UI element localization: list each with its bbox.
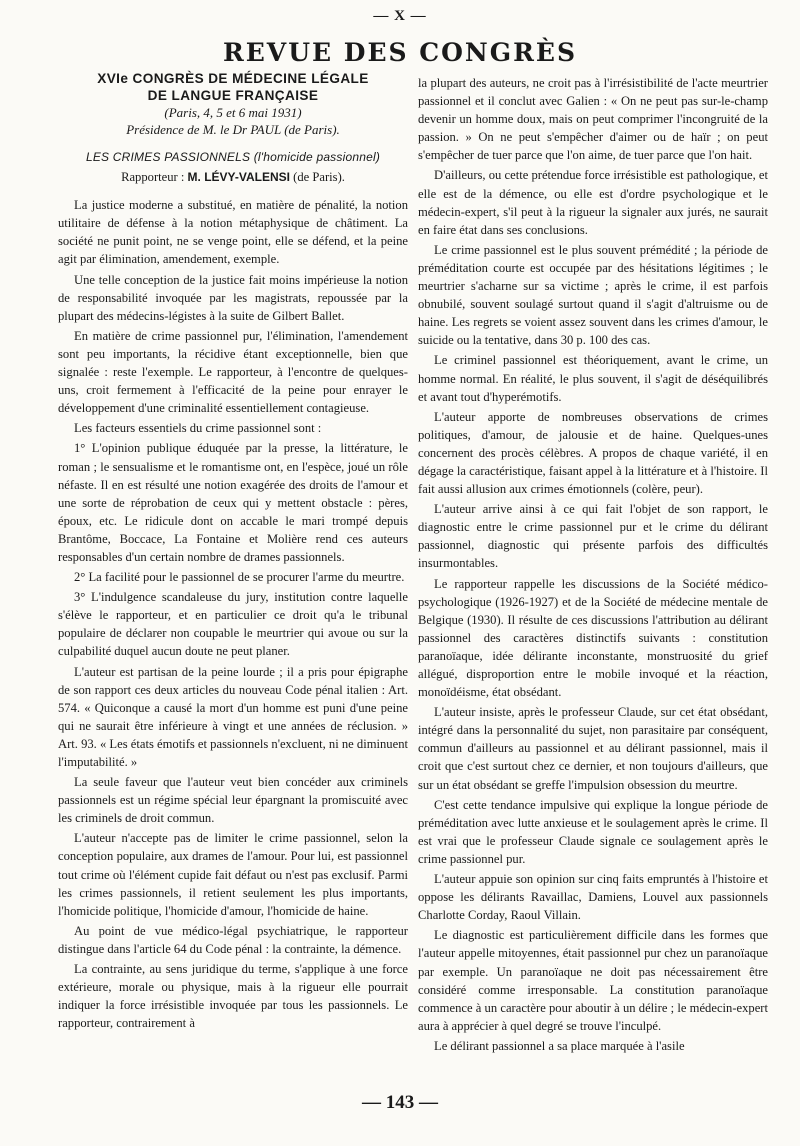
paragraph: L'auteur apporte de nombreuses observations de crimes politiques, d'amour, de jalousie et de haine. Quelques-unes concernent des procès célèbres. A propos de chaque variété, il en dégage la caractéristique, faisant appel à la littérature et à l'histoire. Il fait aussi allusion aux crimes émotionnels (colère, peur).: [418, 409, 768, 497]
congress-title-line-2: DE LANGUE FRANÇAISE: [147, 88, 319, 103]
paragraph: 2° La facilité pour le passionnel de se procurer l'arme du meurtre.: [74, 570, 405, 585]
page-top-marker: — X —: [373, 8, 427, 24]
paragraph: 3° L'indulgence scandaleuse du jury, institution contre laquelle s'élève le rapporteur, et en particulier ce droit qu'a le tribunal populaire de déclarer non coupable le meurtrier qui avoue ou sur la culpabilité duquel aucun doute ne peut planer.: [58, 590, 408, 659]
paragraph: Au point de vue médico-légal psychiatrique, le rapporteur distingue dans l'article 64 du Code pénal : la contrainte, la démence.: [58, 923, 408, 956]
paragraph: Le délirant passionnel a sa place marquée à l'asile: [434, 1038, 685, 1053]
paragraph: Le rapporteur rappelle les discussions de la Société médico-psychologique (1926-1927) et de la Société de médecine mentale de Belgique (1930). Il résulte de ces discussions l'attribution au délirant passionnel des caractères distinctifs suivants : constitution paranoïaque, idée délirante inconstante, monstruosité du grief allégué, disproportion entre le mobile invoqué et la réaction, monoïdéisme, état obsédant.: [418, 576, 768, 700]
left-column: [58, 70, 408, 1034]
right-column: [418, 74, 768, 1057]
paragraph: Le diagnostic est particulièrement difficile dans les formes que l'auteur appelle mitoyennes, était passionnel pur chez un paranoïaque par exemple. Un paranoïaque ne doit pas nécessairement être considéré comme irresponsable. La constitution paranoïaque commence à un caractère pour aboutir à un délire ; le médecin-expert aura à apprécier à quel degré se trouve l'inculpé.: [418, 928, 768, 1033]
section-title: LES CRIMES PASSIONNELS (l'homicide passionnel): [85, 150, 381, 164]
paragraph: D'ailleurs, ou cette prétendue force irrésistible est pathologique, et elle est de la démence, ou elle est d'ordre psychologique et le médecin-expert, s'il peut à la rigueur la signaler aux jurés, ne saurait en faire état dans ses conclusions.: [418, 168, 768, 237]
paragraph: Le criminel passionnel est théoriquement, avant le crime, un homme normal. En réalité, le plus souvent, il s'agit de déséquilibrés et avant tout d'hyperémotifs.: [418, 353, 768, 404]
congress-dates: (Paris, 4, 5 et 6 mai 1931): [164, 105, 302, 120]
paragraph: L'auteur n'accepte pas de limiter le crime passionnel, selon la conception populaire, aux drames de l'amour. Pour lui, est passionnel tout crime où l'élément cupide fait défaut ou n'est pas exclusif. Parmi les crimes passionnels, il retient seulement les plus importants, l'homicide politique, l'homicide d'amour, l'homicide de haine.: [58, 831, 408, 918]
page-number: — 143 —: [362, 1092, 438, 1113]
paragraph: La seule faveur que l'auteur veut bien concéder aux criminels passionnels est un régime spécial leur épargnant la promiscuité avec les criminels de droit commun.: [58, 775, 408, 826]
paragraph: la plupart des auteurs, ne croit pas à l'irrésistibilité de l'acte meurtrier passionnel et il conclut avec Galien : « On ne peut pas sur-le-champ devenir un homme doux, mais on peut comprimer l'incongruité de la passion. » On ne peut s'empêcher d'aimer ou de haïr ; on peut s'empêcher de tuer parce que l'on aime, de tuer parce que l'on hait.: [418, 76, 768, 163]
paragraph: Les facteurs essentiels du crime passionnel sont :: [74, 421, 322, 436]
rapporteur-line: [58, 168, 408, 186]
paragraph: Une telle conception de la justice fait moins impérieuse la notion de responsabilité invoquée par les magistrats, repoussée par la plupart des médecins-légistes à la suite de Gilbert Ballet.: [58, 272, 408, 323]
congress-heading: [58, 70, 408, 138]
paragraph: C'est cette tendance impulsive qui explique la longue période de préméditation avec lutte anxieuse et le soulagement après le crime. Il est vrai que le professeur Claude signale ce soulagement après le crime passionnel pur.: [418, 797, 768, 866]
paragraph: L'auteur est partisan de la peine lourde ; il a pris pour épigraphe de son rapport ces deux articles du nouveau Code pénal italien : Art. 574. « Quiconque a causé la mort d'un homme est puni d'une peine qui ne saurait être inférieure à vingt et une années de réclusion. » Art. 93. « Les états émotifs et passionnels n'excluent, ni ne diminuent l'imputabilité. »: [58, 664, 408, 769]
paragraph: L'auteur arrive ainsi à ce qui fait l'objet de son rapport, le diagnostic entre le crime passionnel pur et le crime du délirant passionnel, diagnostic qui présente parfois des difficultés insurmontables.: [418, 502, 768, 571]
paragraph: La contrainte, au sens juridique du terme, s'applique à une force extérieure, morale ou physique, mais à la rigueur elle pourrait indiquer la force irrésistible invoquée par tous les passionnels. Le rapporteur, contrairement à: [58, 962, 408, 1031]
paragraph: 1° L'opinion publique éduquée par la presse, la littérature, le roman ; le sensualisme et le romantisme ont, en l'espèce, joué un rôle néfaste. Il en est résulté une notion exagérée des droits de l'amour et une sorte de réprobation de ceux qui y mettent obstacle : pères, époux, etc. Le ridicule dont on accable le mari trompé depuis Brantôme, Boccace, La Fontaine et Molière rend ces auteurs responsables d'un certain nombre de drames passionnels.: [58, 441, 408, 564]
congress-title-line-1: XVIe CONGRÈS DE MÉDECINE LÉGALE: [97, 71, 369, 86]
journal-masthead: REVUE DES CONGRÈS: [222, 38, 578, 67]
paragraph: L'auteur appuie son opinion sur cinq faits empruntés à l'histoire et oppose les délirants Ravaillac, Damiens, Louvel aux passionnels Charlotte Corday, Raoul Villain.: [418, 872, 768, 923]
rapporteur-label: Rapporteur :: [121, 170, 185, 185]
rapporteur-city: (de Paris).: [293, 170, 345, 185]
rapporteur-name: M. LÉVY-VALENSI: [187, 170, 290, 185]
paragraph: La justice moderne a substitué, en matière de pénalité, la notion utilitaire de défense à la notion métaphysique de châtiment. La société ne punit point, ne se venge point, elle se défend, et la peine agit par élimination, amendement, exemple.: [58, 198, 408, 267]
paragraph: En matière de crime passionnel pur, l'élimination, l'amendement sont peu importants, la récidive étant exceptionnelle, bien que signalée : reste l'exemple. Le rapporteur, à l'encontre de quelques-uns, croit fermement à l'efficacité de la peine pour enrayer le développement d'une criminalité essentiellement contagieuse.: [58, 328, 408, 416]
congress-presidency: Présidence de M. le Dr PAUL (de Paris).: [126, 122, 340, 137]
paragraph: Le crime passionnel est le plus souvent prémédité ; la période de préméditation courte est occupée par des hésitations légitimes ; le meurtrier s'acharne sur sa victime ; après le crime, il est parfois obnubilé, souvent soulagé surtout quand il s'agit d'altruisme ou de haine. Les regrets se voient assez souvent dans les crimes d'amour, le suicide ou la tentative, dans 30 p. 100 des cas.: [418, 242, 768, 348]
paragraph: L'auteur insiste, après le professeur Claude, sur cet état obsédant, intégré dans la personnalité du sujet, non parasitaire par conséquent, commun d'ailleurs au passionnel et au délirant passionnel, mais il croit que c'est surtout chez ce dernier, et non toujours d'ailleurs, que sur un état obsédant se greffe l'impulsion obsession du meurtre.: [418, 705, 768, 792]
